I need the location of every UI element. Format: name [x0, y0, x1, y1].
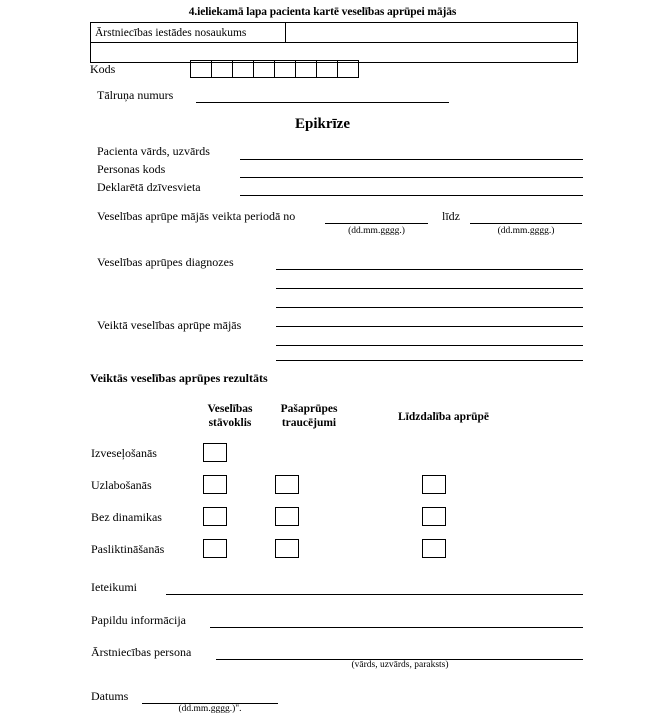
period-from-hint: (dd.mm.gggg.) [348, 226, 405, 236]
phone-label: Tālruņa numurs [97, 88, 174, 102]
diagnoses-input[interactable] [276, 269, 583, 270]
phone-input[interactable] [196, 102, 449, 103]
checkbox-recovery-health-state[interactable] [203, 443, 227, 462]
personal-code-label: Personas kods [97, 162, 166, 176]
date-hint: (dd.mm.gggg.)". [178, 704, 242, 714]
residence-input[interactable] [240, 195, 583, 196]
period-to-input[interactable] [470, 223, 582, 224]
institution-label: Ārstniecības iestādes nosaukums [91, 23, 286, 43]
diagnoses-label: Veselības aprūpes diagnozes [97, 255, 234, 269]
recommendations-label: Ieteikumi [91, 580, 137, 594]
row-label-recovery: Izveseļošanās [91, 446, 157, 460]
residence-label: Deklarētā dzīvesvieta [97, 180, 201, 194]
code-cell[interactable] [295, 60, 317, 78]
table-row [91, 23, 578, 43]
checkbox-deterioration-selfcare[interactable] [275, 539, 299, 558]
checkbox-improvement-selfcare[interactable] [275, 475, 299, 494]
row-label-deterioration: Pasliktināšanās [91, 542, 165, 556]
checkbox-no-change-health-state[interactable] [203, 507, 227, 526]
section-heading-epikrize: Epikrīze [295, 116, 350, 132]
checkbox-improvement-participation[interactable] [422, 475, 446, 494]
care-done-input[interactable] [276, 326, 583, 327]
patient-name-input[interactable] [240, 159, 583, 160]
column-header-health-state [190, 402, 270, 430]
additional-info-label: Papildu informācija [91, 613, 186, 627]
code-cell[interactable] [337, 60, 359, 78]
code-cell[interactable] [190, 60, 212, 78]
code-boxes [190, 60, 359, 78]
institution-table [90, 22, 578, 63]
row-label-improvement: Uzlabošanās [91, 478, 152, 492]
period-from-input[interactable] [325, 223, 428, 224]
column-header-selfcare [266, 402, 352, 430]
column-header-line1: Pašaprūpes [280, 403, 338, 415]
personal-code-input[interactable] [240, 177, 583, 178]
results-heading: Veiktās veselības aprūpes rezultāts [90, 371, 268, 385]
recommendations-input[interactable] [166, 594, 583, 595]
care-done-label: Veiktā veselības aprūpe mājās [97, 318, 242, 332]
checkbox-no-change-selfcare[interactable] [275, 507, 299, 526]
code-cell[interactable] [316, 60, 338, 78]
column-header-line2: traucējumi [281, 417, 337, 429]
institution-value-1[interactable] [286, 23, 578, 43]
code-row [90, 60, 590, 78]
date-label: Datums [91, 689, 129, 703]
code-cell[interactable] [232, 60, 254, 78]
care-done-input[interactable] [276, 360, 583, 361]
column-header-line1: Veselības [207, 403, 253, 415]
column-header-line1: Līdzdalība aprūpē [397, 411, 490, 423]
checkbox-deterioration-health-state[interactable] [203, 539, 227, 558]
care-done-input[interactable] [276, 345, 583, 346]
page-title: 4.ieliekamā lapa pacienta kartē veselības aprūpei mājās [188, 6, 457, 18]
checkbox-deterioration-participation[interactable] [422, 539, 446, 558]
diagnoses-input[interactable] [276, 288, 583, 289]
code-cell[interactable] [274, 60, 296, 78]
period-label: Veselības aprūpe mājās veikta periodā no [97, 209, 296, 223]
row-label-no-change: Bez dinamikas [91, 510, 162, 524]
checkbox-improvement-health-state[interactable] [203, 475, 227, 494]
practitioner-label: Ārstniecības persona [91, 645, 192, 659]
code-cell[interactable] [211, 60, 233, 78]
period-to-hint: (dd.mm.gggg.) [497, 226, 555, 236]
additional-info-input[interactable] [210, 627, 583, 628]
diagnoses-input[interactable] [276, 307, 583, 308]
checkbox-no-change-participation[interactable] [422, 507, 446, 526]
column-header-line2: stāvoklis [208, 417, 252, 429]
period-to-label: līdz [442, 209, 460, 223]
column-header-participation [376, 410, 511, 424]
practitioner-hint: (vārds, uzvārds, paraksts) [351, 660, 449, 670]
patient-name-label: Pacienta vārds, uzvārds [97, 144, 210, 158]
code-cell[interactable] [253, 60, 275, 78]
code-label: Kods [90, 62, 116, 76]
